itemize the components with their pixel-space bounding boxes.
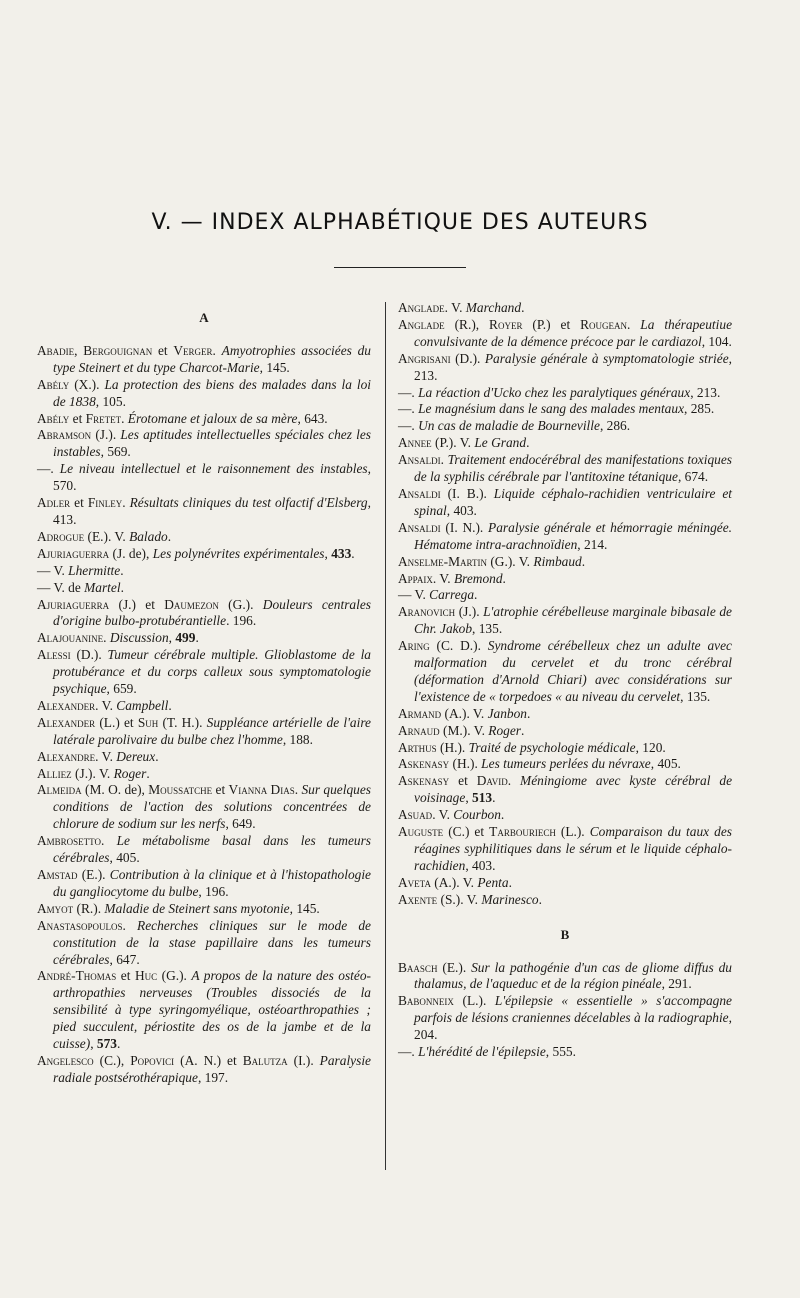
index-entry [37, 833, 371, 867]
page-ref: , [168, 630, 176, 646]
index-entry [37, 343, 371, 377]
page-ref: . [155, 748, 159, 764]
author-details: . V. [95, 748, 117, 764]
author-name: Alajouanine [37, 630, 104, 646]
author-name: Alexander [37, 714, 96, 730]
author-details: . [103, 630, 110, 646]
section-letter-b: B [560, 926, 570, 942]
page-ref: , 643. [297, 410, 328, 426]
author-name: Axente [398, 891, 438, 907]
work-title: Contribution à la clinique et à l'histopathologie du gangliocytome du bulbe [53, 867, 371, 899]
work-title: L'épilepsie « essentielle » s'accompagne parfois de lésions craniennes décelables à la radiographie [414, 993, 732, 1026]
author-details: (G.). V. [487, 553, 534, 569]
page-ref: , 649. [225, 816, 256, 832]
author-details: . V. [444, 300, 466, 315]
work-title: Les aptitudes intellectuelles spéciales chez les instables [53, 427, 371, 460]
page-title: V. — INDEX ALPHABÉTIQUE DES AUTEURS [151, 210, 649, 235]
index-entry [398, 452, 732, 486]
author-details: (D.). [70, 647, 108, 663]
index-entry [398, 824, 732, 875]
page-ref: , 674. [677, 469, 709, 485]
page-ref: , 659. [106, 681, 137, 697]
work-title: Penta [477, 874, 509, 890]
work-title: Résultats cliniques du test olfactif d'Elsberg [129, 495, 368, 511]
page-ref: . [120, 579, 124, 595]
author-name: Fretet [85, 410, 122, 426]
index-entry [398, 571, 732, 588]
page-ref: , 120. [635, 739, 666, 755]
author-details: (C. D.). [429, 638, 488, 654]
work-title: Martel [84, 579, 121, 595]
work-title: Lhermitte [68, 562, 121, 578]
author-name: Royer [489, 316, 523, 332]
author-name: Armand [398, 705, 442, 721]
work-title: Recherches cliniques sur le mode de constitution de la stase papillaire dans les tumeurs cérébrales [53, 917, 371, 967]
index-entry [37, 766, 371, 783]
separator: . [121, 410, 128, 426]
work-title: Marchand [465, 300, 522, 315]
index-entry [398, 993, 732, 1044]
author-name: Ambrosetto [37, 833, 102, 849]
page-ref-bold: 573 [96, 1036, 117, 1052]
entry-list [37, 343, 371, 1087]
index-entry [37, 546, 371, 563]
author-name: Ansaldi [398, 485, 441, 501]
index-entry [37, 782, 371, 833]
index-entry [398, 773, 732, 807]
page-ref: , [465, 790, 473, 806]
index-entry [37, 968, 371, 1053]
work-title: L'atrophie cérébelleuse marginale bibasale de Chr. Jakob [414, 604, 732, 637]
page-ref: , 405. [650, 756, 681, 772]
work-title: Les tumeurs perlées du névraxe [481, 756, 651, 772]
author-name: Arthus [398, 739, 437, 755]
index-entry [37, 529, 371, 546]
page-ref: , 569. [100, 444, 131, 460]
author-details: (E.). [437, 959, 472, 975]
index-entry [398, 351, 732, 385]
author-name: Angrisani [398, 350, 451, 366]
page-ref: , 213. [414, 350, 733, 383]
separator: (I.). [287, 1052, 320, 1068]
page-ref: , 647. [109, 951, 140, 967]
separator: (T. H.). [158, 714, 207, 730]
page-ref: . [120, 562, 124, 578]
work-title: Le magnésium dans le sang des malades mentaux [418, 401, 685, 417]
page-ref: , 196. [198, 883, 229, 899]
index-entry [398, 587, 732, 604]
author-details: (J.). V. [71, 765, 114, 781]
separator: . [507, 773, 521, 789]
author-name: Babonneix [398, 993, 454, 1009]
index-entry [37, 563, 371, 580]
page-ref: , 403. [446, 502, 477, 518]
index-entry [398, 401, 732, 418]
separator: . [627, 316, 641, 332]
index-entry [37, 580, 371, 597]
work-title: Syndrome cérébelleux chez un adulte avec malformation du cervelet et du tronc cérébral (déformation d'Arnold Chiari) avec considérations sur l'existence de « torpedoes « au niveau du cervelet [414, 638, 732, 704]
author-details: —. [37, 461, 60, 477]
author-details: (H.). [449, 756, 482, 772]
separator: (L.). [555, 824, 590, 840]
index-entry [398, 807, 732, 824]
author-details: (E.). V. [84, 528, 130, 544]
author-details: (J.). [455, 604, 484, 620]
index-entry [398, 300, 732, 317]
work-title: A propos de la nature des ostéo-arthropathies nerveuses (Troubles dissociés de la sensibilité à type syringomyélique, ostéoarthropathies ; pied succulent, périostite des os de la jambe et de la cuisse) [53, 968, 372, 1052]
author-name: Aring [398, 638, 430, 654]
author-details: (I. B.). [440, 485, 494, 501]
index-entry [398, 638, 732, 706]
page-ref: , 204. [414, 1010, 732, 1043]
index-entry [37, 749, 371, 766]
author-name: Anastasopoulos [37, 917, 123, 933]
separator: . [122, 495, 130, 511]
work-title: Carrega [429, 587, 475, 603]
author-details: . [440, 452, 448, 468]
author-details: —. [398, 384, 419, 400]
page-ref: , 285. [684, 401, 715, 417]
page-ref: . [492, 790, 496, 806]
author-details: (L.) et [95, 714, 138, 730]
author-name: Baasch [398, 959, 438, 975]
author-details: . [101, 833, 117, 849]
connector-text: et [69, 410, 86, 426]
author-name: Alessi [37, 647, 71, 663]
index-entry [398, 723, 732, 740]
author-name: Abély [37, 410, 70, 426]
work-title: Méningiome avec kyste cérébral de voisinage [414, 773, 733, 806]
author-name: Moussatche [148, 782, 213, 798]
work-title: Paralysie générale à symptomatologie striée [484, 350, 729, 366]
author-details: (L.). [453, 993, 495, 1009]
page-ref: , 286. [599, 418, 631, 434]
separator: (G.). [157, 968, 192, 984]
connector-text: et [212, 782, 229, 798]
index-entry [398, 604, 732, 638]
left-column [37, 300, 371, 1087]
author-details: . V. [432, 570, 454, 586]
work-title: L'hérédité de l'épilepsie [418, 1044, 546, 1060]
page-ref-bold: 499 [175, 630, 196, 646]
author-details: —. [398, 418, 419, 434]
entry-list [398, 960, 732, 1061]
page-ref: , 145. [259, 359, 290, 375]
author-name: Almeida [37, 782, 82, 798]
column-divider [385, 302, 386, 1170]
page-ref: . [502, 570, 506, 586]
author-details: (P.). V. [431, 435, 475, 451]
author-details: (X.). [69, 376, 105, 392]
author-name: Alexander [37, 697, 96, 713]
work-title: Comparaison du taux des réagines syphilitiques dans le sérum et le liquide céphalo-rachidien [414, 824, 732, 873]
index-entry [37, 597, 371, 631]
author-name: Auguste [398, 824, 444, 840]
index-entry [37, 377, 371, 411]
connector-text: et [152, 342, 174, 358]
author-details: (E.). [77, 867, 110, 882]
author-name: Abély [37, 376, 70, 392]
page-ref: . [521, 722, 525, 738]
work-title: Érotomane et jaloux de sa mère [127, 410, 298, 426]
index-entry [37, 918, 371, 969]
index-entry [37, 867, 371, 901]
author-details: (J. de), [109, 545, 153, 561]
work-title: La thérapeutiue convulsivante de la démence précoce par le cardiazol [414, 316, 733, 349]
author-name: Anglade [398, 316, 445, 332]
separator: . [212, 342, 222, 358]
author-name: Angelesco [37, 1052, 94, 1068]
author-name: Anselme-Martin [398, 553, 487, 569]
page-ref: . [527, 705, 531, 721]
connector-text: et [116, 968, 135, 984]
page-ref: . [538, 891, 542, 907]
work-title: La protection des biens des malades dans la loi de 1838 [53, 376, 371, 409]
author-details: — V. [398, 587, 430, 603]
work-title: Paralysie radiale postsérothérapique [53, 1052, 371, 1085]
work-title: Le Grand [474, 435, 527, 451]
index-entry [398, 317, 732, 351]
author-details: . V. [432, 807, 454, 823]
author-details: —. [398, 1044, 419, 1060]
connector-text: et [70, 495, 88, 511]
page-ref: , 403. [465, 857, 496, 873]
page-ref: , 214. [577, 536, 608, 552]
work-title: Traitement endocérébral des manifestations toxiques de la syphilis cérébrale par l'antitoxine tétanique [414, 452, 732, 485]
connector-text: et [449, 773, 477, 789]
author-details: (M.). V. [439, 722, 489, 738]
separator: . [294, 782, 302, 798]
author-name: Annee [398, 435, 432, 451]
page-ref: . [508, 874, 512, 890]
author-name: Amstad [37, 867, 78, 882]
author-name: Ajuriaguerra [37, 545, 110, 561]
author-name: Appaix [398, 570, 433, 586]
index-entry [37, 630, 371, 647]
page-ref: , 145. [289, 900, 320, 916]
author-details: — V. de [37, 579, 85, 595]
page-ref: , 555. [545, 1044, 576, 1060]
author-name: Alliez [37, 765, 72, 781]
author-name: Anglade [398, 300, 445, 315]
page-ref: . [146, 765, 150, 781]
author-name: Daumezon [164, 596, 219, 612]
work-title: Roger [113, 765, 147, 781]
work-title: Le métabolisme basal dans les tumeurs cérébrales [53, 833, 371, 866]
index-entry [37, 901, 371, 918]
page-ref: , 104. [701, 333, 732, 349]
author-name: Huc [134, 968, 158, 984]
index-entry [398, 960, 732, 994]
author-details: — V. [37, 562, 69, 578]
author-details: (A.). V. [430, 874, 478, 890]
author-details: (C.) et [443, 824, 490, 840]
index-entry [37, 495, 371, 529]
author-details: (M. O. de), [81, 782, 149, 798]
work-title: Sur la pathogénie d'un cas de gliome diffus du thalamus, de l'aqueduc et de la région pinéale [414, 959, 732, 992]
page-ref: , [324, 545, 332, 561]
index-entry [37, 1053, 371, 1087]
work-title: Marinesco [481, 891, 539, 907]
page-ref: , 213. [690, 384, 721, 400]
work-title: Campbell [116, 697, 169, 713]
page-ref: . [581, 553, 586, 569]
author-name: Askenasy [398, 756, 450, 772]
page-ref: , 188. [282, 731, 313, 747]
work-title: Dereux [116, 748, 156, 764]
index-entry [37, 411, 371, 428]
author-name: Asuad [398, 807, 433, 823]
author-details: —. [398, 401, 419, 417]
right-column [398, 300, 732, 1061]
author-name: Aveta [398, 874, 431, 890]
author-name: Askenasy [398, 773, 450, 789]
author-name: Balutza [242, 1052, 288, 1068]
author-name: Popovici [130, 1052, 175, 1068]
index-entry [398, 385, 732, 402]
index-entry [37, 698, 371, 715]
index-entry [398, 892, 732, 909]
author-name: Tarbouriech [489, 824, 556, 840]
page-ref: , 135. [680, 688, 711, 704]
index-entry [398, 1044, 732, 1061]
title-rule [334, 267, 466, 268]
index-entry [398, 706, 732, 723]
author-name: Rougean [580, 316, 628, 332]
work-title: Bremond [453, 570, 503, 586]
author-details: (H.). [436, 739, 469, 755]
author-name: Ansaldi [398, 519, 441, 535]
index-entry [398, 756, 732, 773]
work-title: Les polynévrites expérimentales [152, 545, 325, 561]
work-title: La réaction d'Ucko chez les paralytiques généraux [418, 384, 691, 400]
author-details: (S.). V. [437, 891, 482, 907]
index-entry [398, 875, 732, 892]
page-ref: . [526, 435, 530, 451]
page-ref: , 135. [472, 621, 503, 637]
separator: (G.). [218, 596, 263, 612]
author-name: Amyot [37, 900, 74, 916]
index-entry [37, 461, 371, 495]
work-title: Amyotrophies associées du type Steinert et du type Charcot-Marie [53, 342, 372, 375]
author-details: (R.). [73, 900, 105, 916]
index-entry [398, 554, 732, 571]
work-title: Suppléance artérielle de l'aire latérale parolivaire du bulbe chez l'homme [53, 714, 371, 747]
work-title: Janbon [487, 705, 527, 721]
author-details: (R.), [444, 316, 490, 332]
work-title: Paralysie générale et hémorragie méningée. Hématome intra-arachnoïdien [414, 519, 733, 552]
work-title: Douleurs centrales d'origine bulbo-protubérantielle [53, 596, 372, 629]
page-ref: . [474, 587, 478, 603]
author-name: Suh [137, 714, 159, 730]
page-ref: . [116, 1036, 121, 1052]
author-name: Ansaldi [398, 452, 441, 468]
page-ref: . [500, 807, 505, 823]
page-ref: , 105. [95, 393, 126, 409]
work-title: Tumeur cérébrale multiple. Glioblastome de la protubérance et du corps calleux sous symptomatologie psychique [53, 647, 371, 697]
author-name: Abadie, Bergouignan [37, 342, 153, 358]
author-name: Verger [173, 342, 213, 358]
author-details: (I. N.). [440, 519, 489, 535]
work-title: Discussion [109, 630, 169, 646]
index-entry [398, 418, 732, 435]
work-title: Traité de psychologie médicale [468, 739, 636, 755]
page-ref: , 197. [197, 1069, 229, 1085]
page-ref: . 196. [226, 613, 257, 629]
work-title: Un cas de maladie de Bourneville [418, 418, 600, 434]
author-name: Abramson [37, 427, 92, 443]
author-name: Aranovich [398, 604, 456, 620]
page-ref: , 405. [109, 850, 140, 866]
page-ref: . [167, 528, 172, 544]
index-entry [37, 647, 371, 698]
page-ref: . [195, 630, 199, 646]
index-entry [398, 740, 732, 757]
author-details: . [122, 917, 138, 933]
work-title: Courbon [453, 807, 501, 823]
work-title: Maladie de Steinert sans myotonie [104, 900, 290, 916]
page-ref: , 291. [661, 976, 692, 992]
author-name: Alexandre [37, 748, 96, 764]
page-ref: . [351, 545, 355, 561]
author-name: André-Thomas [37, 968, 117, 984]
author-details: (J.). [91, 427, 121, 443]
page-ref-bold: 433 [331, 545, 352, 561]
author-name: Vianna Dias [228, 782, 295, 798]
connector-text: (P.) et [522, 316, 581, 332]
page-ref: , 413. [53, 495, 371, 527]
author-details: (J.) et [109, 596, 165, 612]
author-name: Adrogue [37, 528, 85, 544]
section-letter-a: A [199, 310, 209, 325]
author-details: (D.). [450, 350, 485, 366]
index-entry [398, 486, 732, 520]
page-ref: . [168, 697, 172, 713]
entry-list [398, 300, 732, 909]
work-title: Liquide céphalo-rachidien ventriculaire et spinal [414, 485, 732, 518]
author-name: Adler [37, 495, 71, 511]
index-entry [37, 715, 371, 749]
page-ref: , [90, 1036, 97, 1052]
author-name: David [476, 773, 508, 789]
page-ref: , 570. [53, 461, 371, 494]
work-title: Le niveau intellectuel et le raisonnement des instables [59, 461, 368, 477]
author-name: Finley [87, 495, 123, 511]
author-details: (A.). V. [441, 705, 488, 721]
work-title: Roger [488, 722, 522, 738]
author-details: (C.), [93, 1052, 131, 1068]
work-title: Rimbaud [533, 553, 582, 569]
work-title: Sur quelques conditions de l'action des solutions concentrées de chlorure de sodium sur les nerfs [53, 782, 371, 832]
index-entry [398, 520, 732, 554]
work-title: Balado [129, 528, 168, 544]
page-ref-bold: 513 [472, 790, 493, 806]
index-entry [398, 435, 732, 452]
author-name: Ajuriaguerra [37, 596, 110, 612]
index-entry [37, 427, 371, 461]
page-ref: . [521, 300, 525, 315]
author-details: . V. [95, 697, 117, 713]
connector-text: (A. N.) et [174, 1052, 243, 1068]
author-name: Arnaud [398, 722, 440, 738]
